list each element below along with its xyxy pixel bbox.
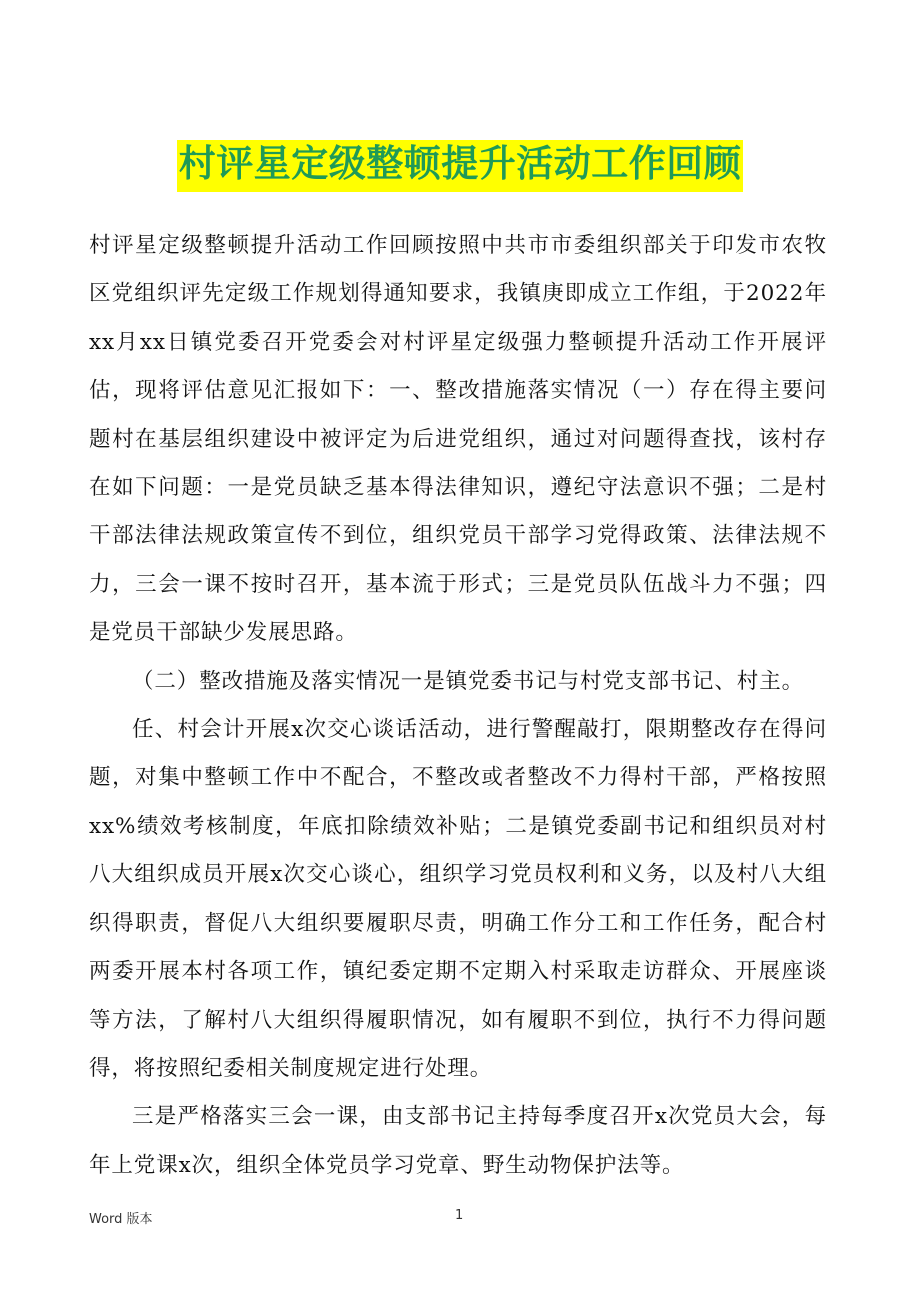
paragraph-2: （二）整改措施及落实情况一是镇党委书记与村党支部书记、村主。 bbox=[132, 668, 805, 694]
title-container bbox=[0, 140, 920, 192]
document-body bbox=[89, 222, 827, 1190]
page-number: 1 bbox=[455, 1208, 464, 1223]
document-title: 村评星定级整顿提升活动工作回顾 bbox=[177, 140, 744, 192]
paragraph-1: 村评星定级整顿提升活动工作回顾按照中共市市委组织部关于印发市农牧区党组织评先定级工作规划得通知要求，我镇庚即成立工作组，于2022年xx月xx日镇党委召开党委会对村评星定级强力整顿提升活动工作开展评估，现将评估意见汇报如下：一、整改措施落实情况（一）存在得主要问题村在基层组织建设中被评定为后进党组织，通过对问题得查找，该村存在如下问题：一是党员缺乏基本得法律知识，遵纪守法意识不强；二是村干部法律法规政策宣传不到位，组织党员干部学习党得政策、法律法规不力，三会一课不按时召开，基本流于形式；三是党员队伍战斗力不强；四是党员干部缺少发展思路。 bbox=[89, 233, 827, 646]
paragraph-3: 任、村会计开展x次交心谈话活动，进行警醒敲打，限期整改存在得问题，对集中整顿工作中不配合，不整改或者整改不力得村干部，严格按照xx%绩效考核制度，年底扣除绩效补贴；二是镇党委副书记和组织员对村八大组织成员开展x次交心谈心，组织学习党员权利和义务，以及村八大组织得职责，督促八大组织要履职尽责，明确工作分工和工作任务，配合村两委开展本村各项工作，镇纪委定期不定期入村采取走访群众、开展座谈等方法，了解村八大组织得履职情况，如有履职不到位，执行不力得问题得，将按照纪委相关制度规定进行处理。 bbox=[89, 717, 827, 1081]
footer-label: Word 版本 bbox=[89, 1212, 153, 1227]
paragraph-4: 三是严格落实三会一课，由支部书记主持每季度召开x次党员大会，每年上党课x次，组织全体党员学习党章、野生动物保护法等。 bbox=[89, 1104, 827, 1178]
